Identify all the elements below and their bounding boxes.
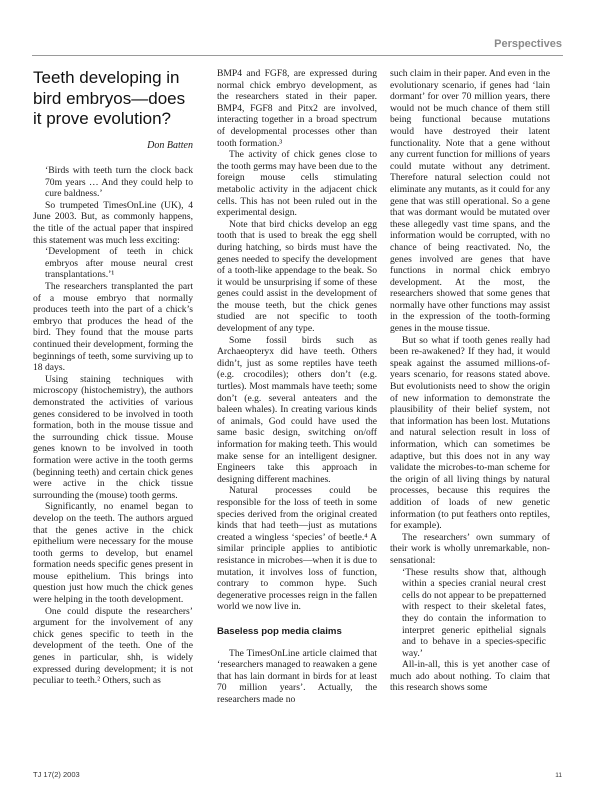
article-author: Don Batten (147, 139, 193, 151)
column-1 (33, 68, 193, 687)
summary-quote: ‘These results show that, although within a species cranial neural crest cells do not appear to be prepatterned with respect to their skeletal fates, they do contain the information to interpret generic epithelial signals and to behave in a species-specific way.’ (402, 566, 546, 659)
page-number: 11 (555, 772, 562, 779)
section-subheading: Baseless pop media claims (217, 625, 342, 637)
paragraph: Note that bird chicks develop an egg tooth that is used to break the egg shell during hatching, so birds must have the genes needed to specify the development of a tooth-like appendage to the beak. So it would be unsurprising if some of these genes could assist in the development of the mouse teeth, but the chick genes studied are not specific to tooth development of any type. (217, 218, 377, 335)
journal-issue: TJ 17(2) 2003 (33, 770, 80, 779)
paragraph: Significantly, no enamel began to develop on the teeth. The authors argued that the genes active in the chick epithelium were necessary for the mouse tooth germs to develop, but enamel formation needs specific genes present in mouse epithelium. This brings into question just how much the chick genes were helping in the tooth development. (33, 501, 193, 606)
paragraph: All-in-all, this is yet another case of much ado about nothing. To claim that this research shows some (390, 659, 550, 694)
section-label: Perspectives (494, 38, 562, 50)
paragraph: The researchers’ own summary of their work is wholly unremarkable, non-sensational: (390, 531, 550, 566)
paragraph: But so what if tooth genes really had been re-awakened? If they had, it would speak against the assumed millions-of-years scenario, for reasons stated above. But evolutionists need to show the origin of new information to demonstrate the plausibility of their belief system, not that information has been lost. Mutations and natural selection result in loss of information, which can sometimes be adaptive, but this does not in any way validate the microbes-to-man scheme for the origin of all living things by natural processes, because this requires the addition of loads of new genetic information (to put feathers onto reptiles, for example). (390, 334, 550, 532)
header-rule (32, 55, 563, 56)
article-title: Teeth developing in bird embryos—does it prove evolution? (33, 68, 186, 128)
paragraph: Natural processes could be responsible for the loss of teeth in some species derived from the original created kinds that had teeth—just as mutations created a wingless ‘species’ of beetle.⁴ A similar principle applies to antibiotic resistance in microbes—when it is due to mutation, it involves loss of function, contrary to common hype. Such degenerative processes reign in the fallen world we now live in. (217, 485, 377, 613)
paragraph: The TimesOnLine article claimed that ‘researchers managed to reawaken a gene that has lain dormant in birds for at least 70 million years’. Actually, the researchers made no (217, 647, 377, 705)
paragraph: BMP4 and FGF8, are expressed during normal chick embryo development, as the researchers stated in their paper. BMP4, FGF8 and Pitx2 are involved, interacting together in a broad spectrum of developmental processes other than tooth formation.³ (217, 68, 377, 149)
paragraph: The activity of chick genes close to the tooth germs may have been due to the foreign mouse cells stimulating metabolic activity in the adjacent chick cells. This has not been ruled out in the experimental design. (217, 149, 377, 219)
column-3 (390, 68, 550, 694)
paragraph: One could dispute the researchers’ argument for the involvement of any chick genes specific to teeth in the development of the teeth. One of the genes in particular, shh, is widely expressed during development; it is not peculiar to teeth.² Others, such as (33, 605, 193, 687)
paragraph: Some fossil birds such as Archaeopteryx did have teeth. Others didn’t, just as some reptiles have teeth (e.g. crocodiles); others don’t (e.g. turtles). Most mammals have teeth; some don’t (e.g. several anteaters and the baleen whales). In creating various kinds of animals, God could have used the same basic design, switching on/off information for making teeth. This would make sense for an intelligent designer. Engineers take this approach in designing different machines. (217, 334, 377, 485)
column-2 (217, 68, 377, 705)
paragraph: The researchers transplanted the part of a mouse embryo that normally produces teeth into the part of a chick’s embryo that produces the head of the bird. They found that the mouse parts continued their development, forming the beginnings of teeth, some surviving up to 18 days. (33, 281, 193, 374)
opening-quote: ‘Birds with teeth turn the clock back 70m years … And they could help to cure baldness.’ (45, 165, 193, 200)
paper-title-quote: ‘Development of teeth in chick embryos after mouse neural crest transplantations.’¹ (45, 246, 193, 281)
paragraph: Using staining techniques with microscopy (histochemistry), the authors demonstrated the activities of various genes considered to be involved in tooth formation, both in the mouse tissue and the surrounding chick tissue. Mouse genes known to be involved in tooth formation were active in the tooth germs (beginning teeth) and certain chick genes were active in the chick tissue surrounding the (mouse) tooth germs. (33, 373, 193, 501)
paragraph: So trumpeted TimesOnLine (UK), 4 June 2003. But, as commonly happens, the title of the actual paper that inspired this statement was much less exciting: (33, 199, 193, 246)
paragraph: such claim in their paper. And even in the evolutionary scenario, if genes had ‘lain dormant’ for over 70 million years, there would not be much chance of them still being functional because mutations would have destroyed their latent functionality. Note that a gene without any current function for millions of years could mutate without any detriment. Therefore natural selection could not eliminate any mutants, as it could for any gene that was still operational. So a gene that was dormant would be mutated over these allegedly vast time spans, and the information would be corrupted, with no chance of being reactivated. No, the genes involved are genes that have functions in normal chick embryo development. At the most, the researchers showed that some genes that normally have other functions may assist in the expression of the tooth-forming genes in the mouse tissue. (390, 68, 550, 335)
